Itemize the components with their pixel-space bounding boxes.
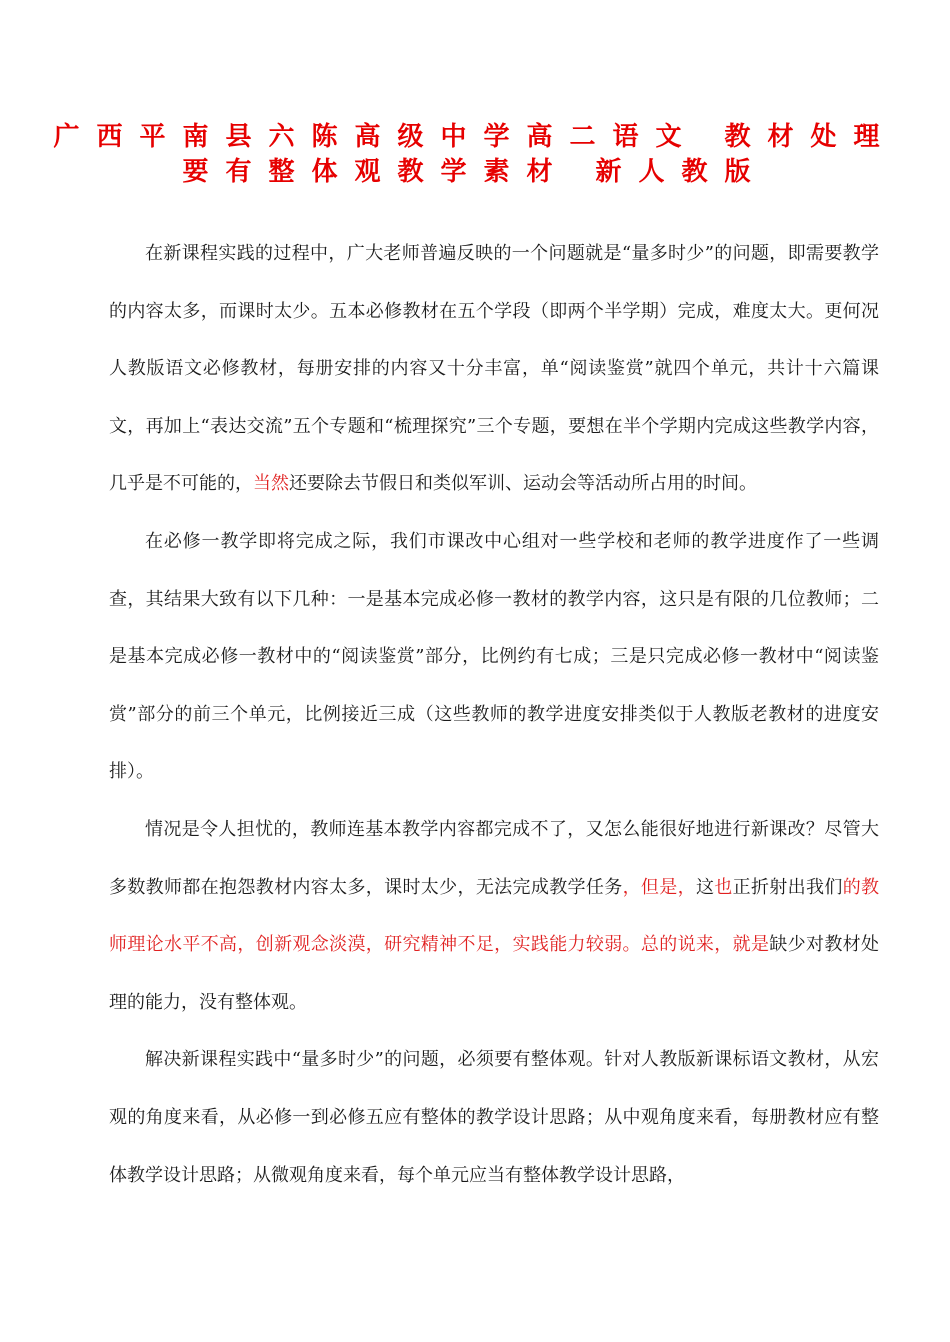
document-title-line-2: 要有整体观教学素材 新人教版 [182, 157, 768, 187]
paragraph-3-text: 情况是令人担忧的，教师连基本教学内容都完成不了，又怎么能很好地进行新课改？尽管大多数教师都在抱怨教材内容太多，课时太少，无法完成教学任务 [109, 818, 879, 898]
document-body [109, 225, 879, 1204]
paragraph-2: 在必修一教学即将完成之际，我们市课改中心组对一些学校和老师的教学进度作了一些调查，其结果大致有以下几种：一是基本完成必修一教材的教学内容，这只是有限的几位教师；二是基本完成必修一教材中的“阅读鉴赏”部分，比例约有七成；三是只完成必修一教材中“阅读鉴赏”部分的前三个单元，比例接近三成（这些教师的教学进度安排类似于人教版老教材的进度安排）。 [109, 530, 879, 783]
document-title-line-1: 广西平南县六陈高级中学高二语文 教材处理 [53, 122, 897, 152]
paragraph-3-text-reflect: 正折射出我们 [732, 876, 843, 898]
paragraph-3-highlight-but: ，但是， [622, 876, 696, 898]
paragraph-1-highlight: 当然 [253, 473, 289, 495]
paragraph-3-text-this: 这 [695, 876, 715, 898]
paragraph-1-text: 在新课程实践的过程中，广大老师普遍反映的一个问题就是“量多时少”的问题，即需要教学的内容太多，而课时太少。五本必修教材在五个学段（即两个半学期）完成，难度太大。更何况人教版语文必修教材，每册安排的内容又十分丰富，单“阅读鉴赏”就四个单元，共计十六篇课文，再加上“表达交流”五个专题和“梳理探究”三个专题，要想在半个学期内完成这些教学内容，几乎是不可能的， [109, 243, 879, 495]
paragraph-4: 解决新课程实践中“量多时少”的问题，必须要有整体观。针对人教版新课标语文教材，从宏观的角度来看，从必修一到必修五应有整体的教学设计思路；从中观角度来看，每册教材应有整体教学设计思路；从微观角度来看，每个单元应当有整体教学设计思路， [109, 1049, 879, 1186]
paragraph-3-highlight-also: 也 [714, 876, 733, 898]
paragraph-3 [109, 801, 879, 1031]
paragraph-1-text-end: 还要除去节假日和类似军训、运动会等活动所占用的时间。 [289, 473, 757, 495]
paragraph-3-highlight-issues: 的教师理论水平不高，创新观念淡漠，研究精神不足，实践能力较弱。总的说来，就是 [109, 876, 880, 956]
paragraph-1 [109, 225, 879, 513]
paragraph-3-text-end: 缺少对教材处理的能力，没有整体观。 [109, 934, 880, 1013]
